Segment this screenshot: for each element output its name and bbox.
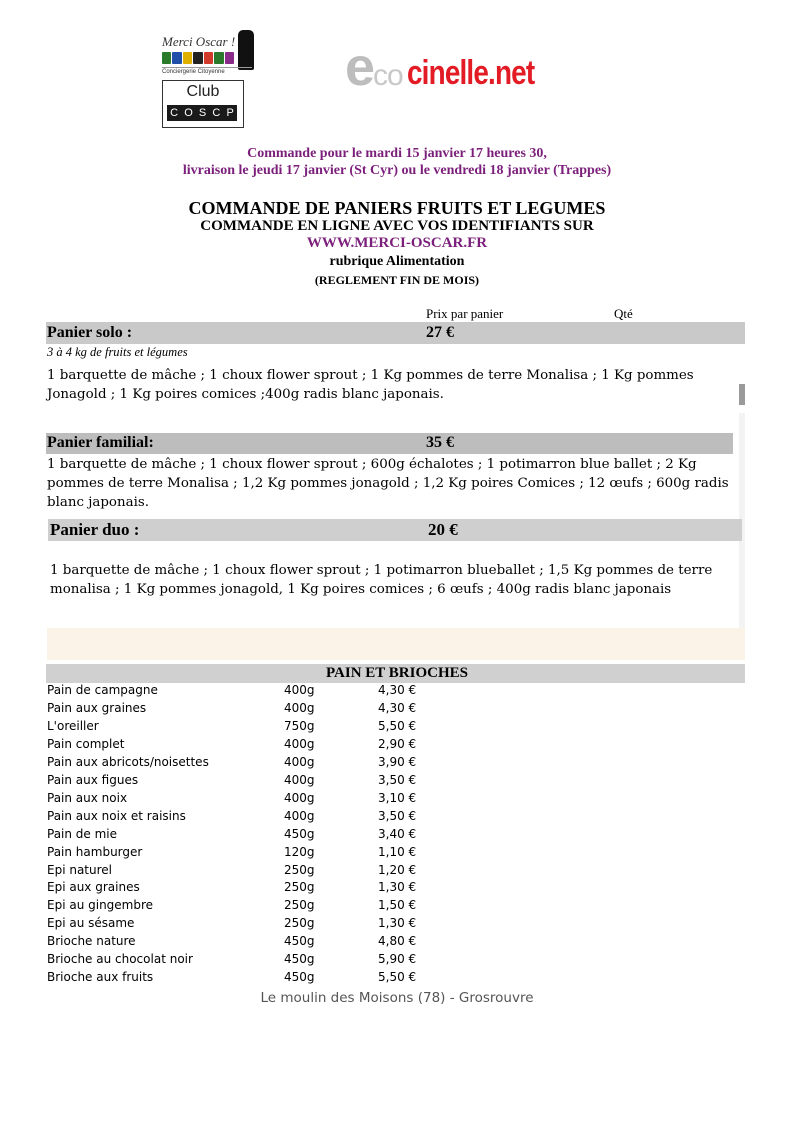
panier-familial-price: 35 € (426, 434, 454, 451)
pain-weight: 450g (284, 826, 315, 841)
service-icons-strip (162, 52, 234, 64)
pain-name: Brioche au chocolat noir (47, 952, 193, 967)
pain-weight: 250g (284, 916, 315, 931)
pain-name: Pain aux abricots/noisettes (47, 754, 209, 769)
panier-duo-band (48, 519, 742, 541)
description-line: 1 barquette de mâche ; 1 choux flower sprout ; 1 potimarron blueballet ; 1,5 Kg pommes de terre (50, 563, 713, 578)
panier-solo-name: Panier solo : (47, 324, 133, 341)
pain-weight: 250g (284, 898, 315, 913)
pain-name: L'oreiller (47, 718, 99, 733)
pain-name: Pain aux graines (47, 700, 147, 715)
pain-name: Pain aux figues (47, 772, 139, 787)
pain-price: 1,10 € (378, 844, 417, 859)
pain-name: Pain de mie (47, 826, 118, 841)
pain-weight: 450g (284, 970, 315, 985)
pain-name: Pain hamburger (47, 844, 143, 859)
pain-price: 4,80 € (378, 934, 417, 949)
club-letter-bar (167, 105, 237, 121)
ecocinelle-logo (345, 37, 535, 100)
description-line: Jonagold ; 1 Kg poires comices ;400g radis blanc japonais. (47, 387, 444, 402)
pain-weight: 400g (284, 790, 315, 805)
pain-price: 3,10 € (378, 790, 417, 805)
pain-price: 5,50 € (378, 718, 417, 733)
page-subtitle: COMMANDE EN LIGNE AVEC VOS IDENTIFIANTS SUR (200, 218, 594, 234)
pain-price: 3,90 € (378, 754, 417, 769)
pain-price: 2,90 € (378, 736, 417, 751)
pain-weight: 400g (284, 808, 315, 823)
panier-duo-description (50, 561, 712, 599)
pain-name: Brioche nature (47, 934, 136, 949)
panier-duo-name: Panier duo : (50, 520, 140, 539)
pain-name: Pain complet (47, 736, 125, 751)
club-word: Club (186, 83, 220, 100)
pain-title: PAIN ET BRIOCHES (326, 665, 468, 681)
club-letter: C (212, 107, 221, 119)
pain-weight: 450g (284, 934, 315, 949)
panier-familial-description (47, 455, 729, 512)
ecocinelle-name: cinelle.net (407, 54, 535, 92)
pain-price: 1,50 € (378, 898, 417, 913)
pain-price: 5,50 € (378, 970, 417, 985)
butler-silhouette-icon (238, 30, 254, 70)
pain-weight: 120g (284, 844, 315, 859)
club-letter: P (226, 107, 234, 119)
panier-solo-band (46, 322, 745, 344)
pain-weight: 400g (284, 700, 315, 715)
pain-name: Pain aux noix (47, 790, 128, 805)
pain-name: Epi aux graines (47, 880, 140, 895)
price-column-header: Prix par panier (426, 306, 504, 321)
pain-weight: 400g (284, 736, 315, 751)
website-link[interactable]: WWW.MERCI-OSCAR.FR (306, 235, 488, 251)
pain-price: 3,50 € (378, 808, 417, 823)
ecocinelle-e: e (345, 37, 376, 97)
pain-price: 1,30 € (378, 880, 417, 895)
description-line: monalisa ; 1 Kg pommes jonagold, 1 Kg poires comices ; 6 œufs ; 400g radis blanc japonais (50, 582, 672, 597)
pain-name: Epi au sésame (47, 916, 135, 931)
merci-oscar-brand: Merci Oscar ! (162, 34, 236, 49)
scrollbar-marker (739, 384, 745, 405)
pain-weight: 400g (284, 754, 315, 769)
panier-familial-name: Panier familial: (47, 434, 154, 451)
pain-weight: 750g (284, 718, 315, 733)
pain-price: 1,30 € (378, 916, 417, 931)
club-letter: O (184, 107, 193, 119)
description-line: pommes de terre Monalisa ; 1,2 Kg pommes jonagold ; 1,2 Kg poires Comices ; 12 œufs ; 600g radis (47, 476, 729, 491)
rubrique-line: rubrique Alimentation (329, 254, 465, 269)
cream-divider (47, 628, 745, 660)
pain-name: Brioche aux fruits (47, 970, 154, 985)
club-letter: S (198, 107, 207, 119)
pain-price: 1,20 € (378, 862, 417, 877)
merci-oscar-logo (162, 30, 258, 128)
description-line: 1 barquette de mâche ; 1 choux flower sprout ; 600g échalotes ; 1 potimarron blue ballet ; 2 Kg (47, 457, 697, 472)
pain-price: 4,30 € (378, 700, 417, 715)
delivery-line: livraison le jeudi 17 janvier (St Cyr) ou le vendredi 18 janvier (Trappes) (182, 163, 612, 178)
merci-oscar-tagline: Conciergerie Citoyenne (162, 67, 252, 75)
pain-name: Epi au gingembre (47, 898, 154, 913)
pain-price: 4,30 € (378, 683, 417, 697)
pain-footer: Le moulin des Moisons (78) - Grosrouvre (260, 990, 534, 1006)
pain-weight: 250g (284, 862, 315, 877)
order-date-line: Commande pour le mardi 15 janvier 17 heures 30, (247, 146, 547, 161)
reglement-line: (REGLEMENT FIN DE MOIS) (314, 273, 480, 287)
pain-price: 5,90 € (378, 952, 417, 967)
panier-solo-note: 3 à 4 kg de fruits et légumes (47, 345, 188, 359)
panier-solo-price: 27 € (426, 324, 454, 341)
pain-weight: 450g (284, 952, 315, 967)
panier-duo-price: 20 € (428, 520, 458, 539)
pain-name: Pain aux noix et raisins (47, 808, 186, 823)
pain-weight: 400g (284, 772, 315, 787)
club-letter: C (170, 107, 179, 119)
page-title: COMMANDE DE PANIERS FRUITS ET LEGUMES (188, 198, 606, 218)
pain-price: 3,40 € (378, 826, 417, 841)
pain-weight: 400g (284, 683, 315, 697)
description-line: 1 barquette de mâche ; 1 choux flower sprout ; 1 Kg pommes de terre Monalisa ; 1 Kg pommes (47, 368, 694, 383)
pain-price: 3,50 € (378, 772, 417, 787)
club-oscp-logo (162, 80, 244, 128)
pain-name: Epi naturel (47, 862, 113, 877)
pain-weight: 250g (284, 880, 315, 895)
description-line: blanc japonais. (47, 495, 150, 510)
qty-column-header: Qté (614, 306, 633, 321)
panier-solo-description (47, 366, 694, 404)
pain-name: Pain de campagne (47, 683, 158, 697)
ecocinelle-co: co (373, 59, 403, 92)
